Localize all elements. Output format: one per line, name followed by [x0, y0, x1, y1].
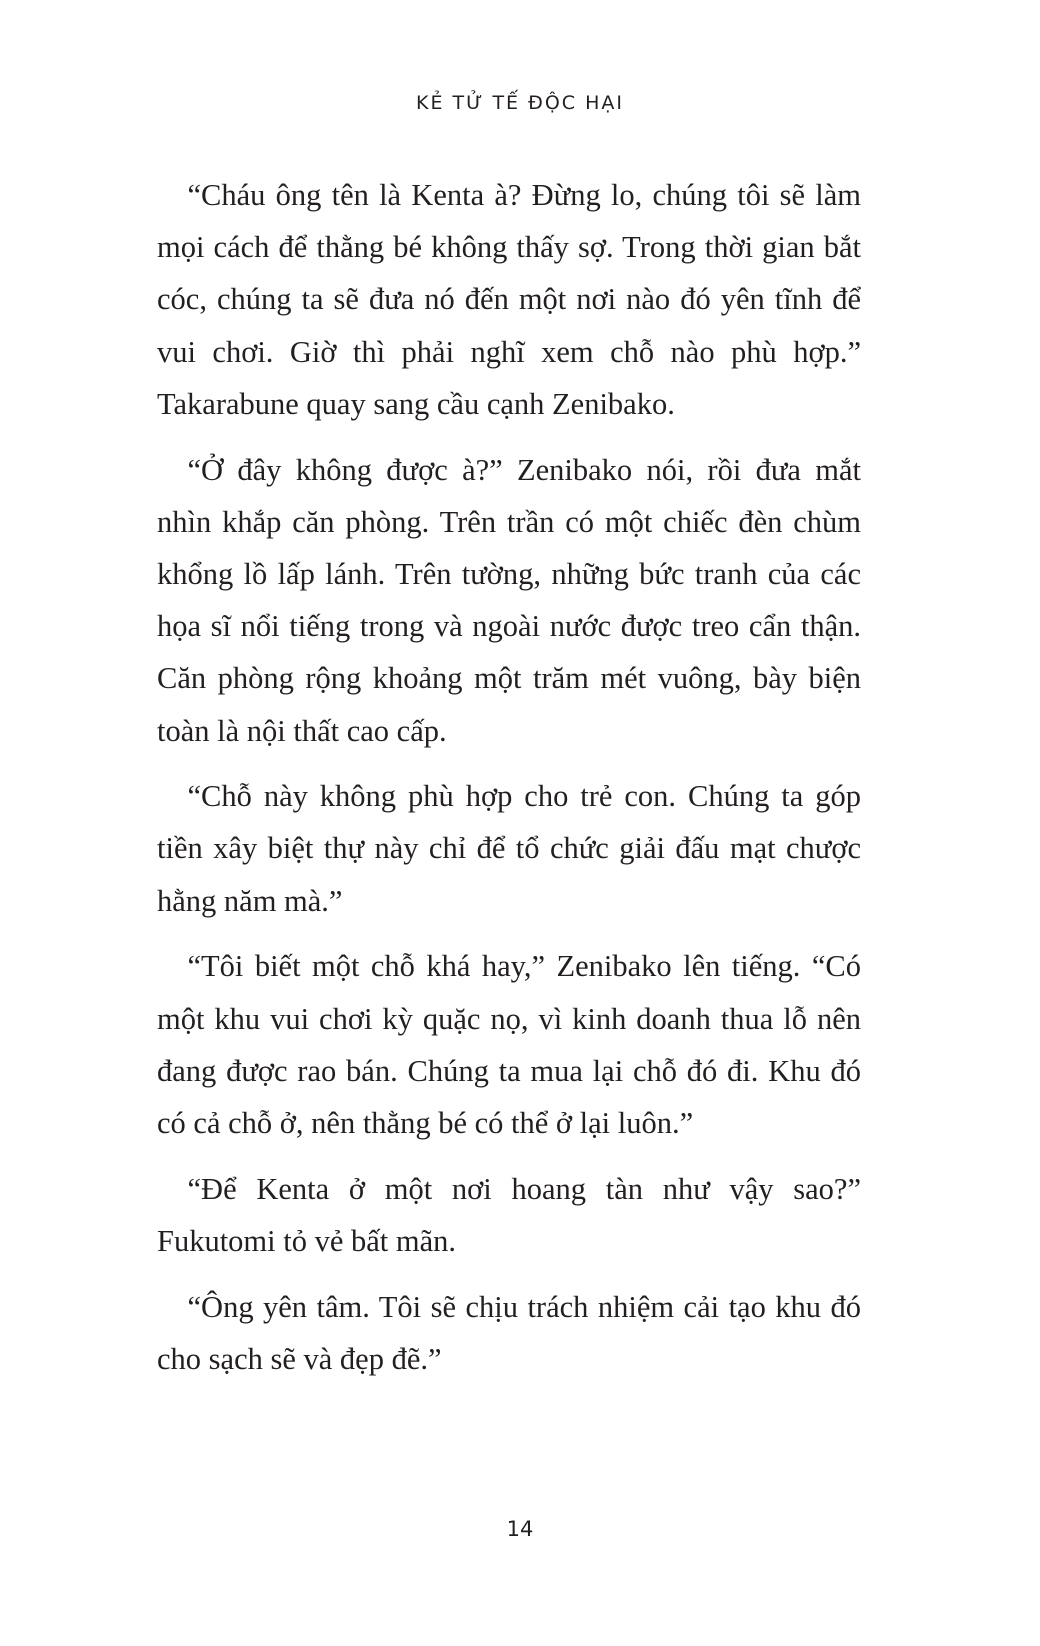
page-number: 14 [506, 1517, 534, 1541]
running-header-title: KẺ TỬ TẾ ĐỘC HẠI [416, 92, 624, 114]
paragraph: “Chỗ này không phù hợp cho trẻ con. Chúng ta góp tiền xây biệt thự này chỉ để tổ chức giải đấu mạt chược hằng năm mà.” [157, 779, 861, 918]
paragraph: “Tôi biết một chỗ khá hay,” Zenibako lên tiếng. “Có một khu vui chơi kỳ quặc nọ, vì kinh doanh thua lỗ nên đang được rao bán. Chúng ta mua lại chỗ đó đi. Khu đó có cả chỗ ở, nên thằng bé có thể ở lại luôn.” [157, 949, 861, 1140]
paragraph: “Cháu ông tên là Kenta à? Đừng lo, chúng tôi sẽ làm mọi cách để thằng bé không thấy sợ. Trong thời gian bắt cóc, chúng ta sẽ đưa nó đến một nơi nào đó yên tĩnh để vui chơi. Giờ thì phải nghĩ xem chỗ nào phù hợp.” Takarabune quay sang cầu cạnh Zenibako. [157, 178, 861, 421]
paragraph: “Để Kenta ở một nơi hoang tàn như vậy sao?” Fukutomi tỏ vẻ bất mãn. [157, 1171, 861, 1258]
body-text [157, 169, 861, 1398]
paragraph: “Ở đây không được à?” Zenibako nói, rồi đưa mắt nhìn khắp căn phòng. Trên trần có một chiếc đèn chùm khổng lồ lấp lánh. Trên tường, những bức tranh của các họa sĩ nổi tiếng trong và ngoài nước được treo cẩn thận. Căn phòng rộng khoảng một trăm mét vuông, bày biện toàn là nội thất cao cấp. [157, 452, 861, 748]
paragraph: “Ông yên tâm. Tôi sẽ chịu trách nhiệm cải tạo khu đó cho sạch sẽ và đẹp đẽ.” [157, 1289, 861, 1376]
